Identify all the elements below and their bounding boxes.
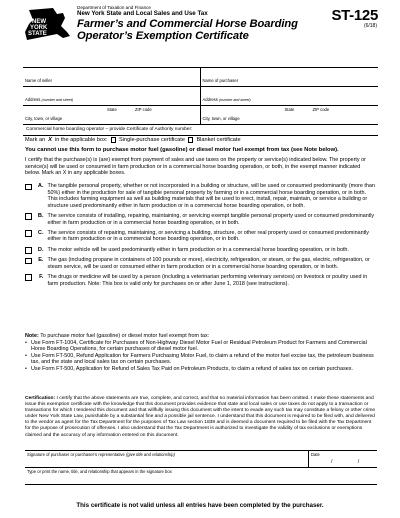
seller-name-field[interactable]: Name of seller (23, 68, 201, 86)
nys-map-icon (23, 6, 71, 46)
department-name: Department of Taxation and Finance (77, 5, 151, 10)
purchaser-name-field[interactable]: Name of purchaser (202, 78, 239, 83)
single-purchase-label: Single-purchase certificate (119, 137, 185, 143)
exemption-item-a: A. The tangible personal property, whether or not incorporated in a building or structure, will be used or consumed predominantly (more than 50%) either in the production for sale of tangible personal property by farming or in a commercial horse boarding operation, or in both. This includes farming equipment as well as building materials that will be used to erect, install, repair, maintain, or service a building or structure used predominantly either in farm production or in a commercial horse boarding operation, or both. (25, 183, 377, 209)
seller-address-field[interactable]: Address (number and street) (23, 87, 201, 105)
exemption-item-e: E. The gas (including propane in containers of 100 pounds or more), electricity, refrigeration, or steam, or the gas, electric, refrigeration, or steam service, will be used or consumed either in farm production or in a commercial horse boarding operation, or in both. (25, 257, 377, 270)
date-field[interactable]: Date / / (311, 452, 372, 465)
seller-city-field[interactable]: City, town, or village State ZIP code (23, 106, 201, 124)
form-header (23, 0, 378, 62)
blanket-checkbox[interactable] (188, 137, 194, 143)
signature-block (25, 450, 377, 485)
seller-zip-label: ZIP code (135, 107, 152, 112)
party-info-grid (23, 67, 378, 136)
exemption-item-f: F. The drugs or medicine will be used by a person (including a veterinarian performing veterinary services) on livestock or poultry used in farm production. Note: This box is valid only for purchases on or after June 1, 2018 (see instructions). (25, 274, 377, 287)
form-title-line1: Farmer’s and Commercial Horse Boarding (77, 17, 298, 30)
nys-logo (23, 6, 71, 46)
purchaser-city-field[interactable]: City, town, or village State ZIP code (202, 107, 330, 121)
seller-state-label: State (107, 107, 117, 112)
fuel-warning: You cannot use this form to purchase motor fuel (gasoline) or diesel motor fuel exempt from tax (see Note below). (25, 147, 339, 153)
blanket-label: Blanket certificate (196, 137, 241, 143)
purchaser-state-label: State (284, 107, 295, 112)
svg-text:STATE: STATE (28, 31, 47, 37)
note-bullet: • Use Form FT-1004, Certificate for Purchases of Non-Highway Diesel Motor Fuel or Residual Petroleum Product for Farmers and Commercial Horse Boarding Operations, for certain purchases of diesel motor fuel. (25, 340, 377, 353)
exemption-item-c: C. The service consists of repairing, maintaining, or servicing a building, structure, or other real property used or consumed predominantly either in farm production or in a commercial horse boarding operation, or in both. (25, 230, 377, 243)
form-revision: (6/18) (363, 23, 377, 29)
note-bullet: • Use Form FT-500, Refund Application for Farmers Purchasing Motor Fuel, to claim a refund of the motor fuel excise tax, the petroleum business tax, and the state and local sales tax on certain purchases. (25, 353, 377, 366)
exemption-item-d: D. The motor vehicle will be used predominantly either in farm production or in a commercial horse boarding operation, or in both. (25, 247, 377, 254)
form-title-line2: Operator’s Exemption Certificate (77, 30, 249, 43)
motor-fuel-note: Note: To purchase motor fuel (gasoline) or diesel motor fuel exempt from tax: • Use Form FT-1004, Certificate for Purchases of Non-Highway Diesel Motor Fuel or Residual Petroleum Product for Farmers and Commercial Horse Boarding Operations, for certain purchases of diesel motor fuel. • Use Form FT-500, Refund Application for Farmers Purchasing Motor Fuel, to claim a refund of the motor fuel excise tax, the petroleum business tax, and the state and local sales tax on certain purchases. • Use Form FT-500, Application for Refund of Sales Tax Paid on Petroleum Products, to claim a refund of sales tax on certain purchases. (25, 333, 377, 372)
signature-field[interactable]: Signature of purchaser or purchaser’s representative (give title and relationship) (25, 451, 309, 467)
certification-statement: Certification: I certify that the above statements are true, complete, and correct, and that no material information has been omitted. I make these statements and issue this exemption certificate with the knowledge that this document provides evidence that state and local sales or use taxes do not apply to a transaction or transactions for which I tendered this document and that willfully issuing this document with the intent to evade any such tax may constitute a felony or other crime under New York State Law, punishable by a substantial fine and a possible jail sentence. I understand that this document is required to be filed with, and delivered to the vendor as agent for the Tax Department for the purposes of Tax Law section 1838 and is deemed a document required to be filed with the Tax Department for the purpose of prosecution of offenses. I also understand that the Tax Department is authorized to investigate the validity of tax exclusions or exemptions claimed and the accuracy of any information entered on this document. (25, 396, 376, 438)
form-number: ST-125 (331, 7, 378, 24)
note-bullet: • Use Form FT-500, Application for Refund of Sales Tax Paid on Petroleum Products, to claim a refund of sales tax on certain purchases. (25, 366, 377, 373)
purchaser-address-field[interactable]: Address (number and street) (202, 97, 251, 102)
certify-intro: I certify that the purchase(s) is (are) exempt from payment of sales and use taxes on the property or service(s) indicated below. The property or service(s) will be used or consumed in farm production or in a commercial horse boarding operation, or both, in the exempt manner indicated below. Mark an X in any applicable boxes. (25, 157, 366, 177)
svg-text:YORK: YORK (30, 25, 48, 31)
exemption-item-b: B. The service consists of installing, repairing, maintaining, or servicing exempt tangible personal property used or consumed predominantly either in farm production or in a commercial horse boarding operation, or in both. (25, 213, 377, 226)
printed-name-field[interactable]: Type or print the name, title, and relationship that appears in the signature box (27, 469, 172, 474)
validity-footer: This certificate is not valid unless all entries have been completed by the purchaser. (76, 502, 324, 509)
exemption-items (25, 183, 377, 291)
certificate-of-authority-field[interactable]: Commercial horse boarding operator – provide Certificate of Authority number: (23, 125, 378, 136)
tax-division: New York State and Local Sales and Use Tax (77, 10, 208, 18)
certificate-type-row: Mark an X in the applicable box: Single-purchase certificate Blanket certificate (25, 137, 241, 143)
single-purchase-checkbox[interactable] (111, 137, 117, 143)
svg-text:NEW: NEW (32, 19, 46, 25)
purchaser-zip-label: ZIP code (312, 107, 330, 112)
